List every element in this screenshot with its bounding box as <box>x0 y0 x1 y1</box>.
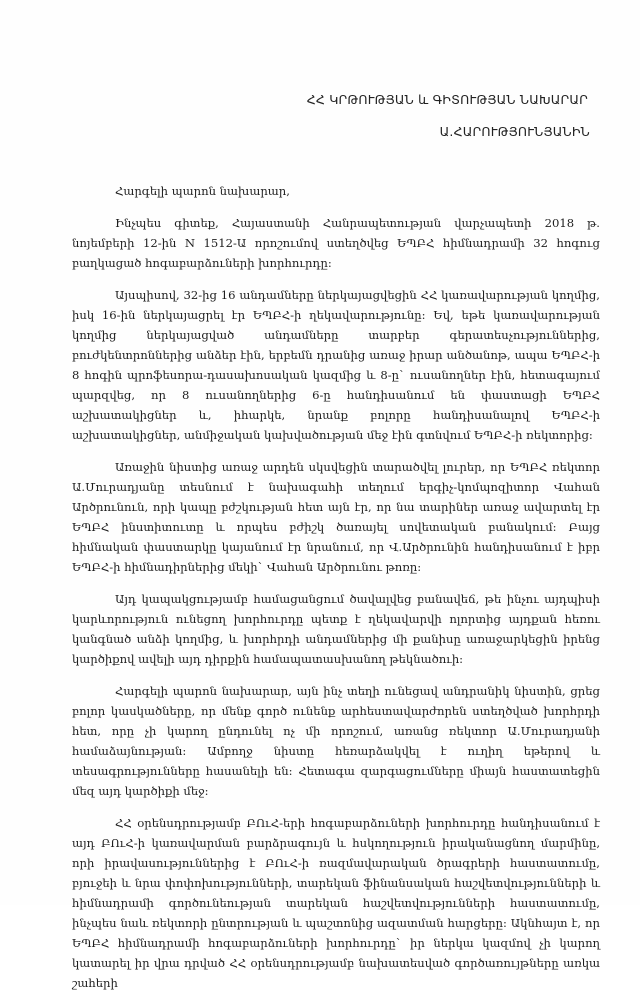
paragraph-debate: Այդ կապակցությամբ համացանցում ծավալվեց բանավեճ, թե ինչու այդպիսի կարևորություն ունեցող խորհուրդը պետք է ղեկավարվի ոլորտից այդքան հեռու կանգնած անձի կողմից, և խորհրդի անդամներից մի քանիսը առաջարկեցին իրենց կարծիքով ավելի այդ դիրքին համապատասխանող թեկնածուի: <box>72 592 600 666</box>
paragraph-decree: Ինչպես գիտեք, Հայաստանի Հանրապետության վարչապետի 2018 թ. նոյեմբերի 12-ին N 1512-Ա որոշումով ստեղծվեց ԵՊԲՀ հիմնադրամի 32 հոգուց բաղկացած հոգաբարձուների խորհուրդը: <box>72 216 600 270</box>
paragraph-composition: Այսպիսով, 32-ից 16 անդամները ներկայացվեցին ՀՀ կառավարության կողմից, իսկ 16-ին ներկայացրել էր ԵՊԲՀ-ի ղեկավարությունը: Եվ, եթե կառավարության կողմից ներկայացված անդամները տարբեր գերատեսչություններից, բուժկենտրոններից անձեր էին, երբեմն դրանից առաջ իրար անծանոթ, ապա ԵՊԲՀ-ի 8 հոգին պրոֆեսորա-դասախոսական կազմից և 8-ը` ուսանողներ էին, հետագայում պարզվեց, որ 8 ուսանողներից 6-ը հանդիսանում են փաստացի ԵՊԲՀ աշխատակիցներ և, իհարկե, նրանք բոլորը հանդիսանալով ԵՊԲՀ-ի աշխատակիցներ, անմիջական կախվածության մեջ էին գտնվում ԵՊԲՀ-ի ռեկտորից: <box>72 288 600 442</box>
letter-body <box>72 181 600 993</box>
paragraph-first-session: Հարգելի պարոն նախարար, այն ինչ տեղի ունեցավ անդրանիկ նիստին, ցրեց բոլոր կասկածները, որ մենք գործ ունենք արհեստավարժորեն ստեղծված խորհրդի հետ, որը չի կարող ընդունել ոչ մի որոշում, առանց ռեկտոր Ա.Մուրադյանի համաձայնության: Ամբողջ նիստը հեռարձակվել է ուղիղ եթերով և տեսագրությունները հասանելի են: Հետագա զարգացումները միայն հաստատեցին մեզ այդ կարծիքի մեջ: <box>72 684 600 798</box>
salutation: Հարգելի պարոն նախարար, <box>115 184 290 198</box>
paragraph-legislation: ՀՀ օրենսդրությամբ ԲՈւՀ-երի հոգաբարձուների խորհուրդը հանդիսանում է այդ ԲՈւՀ-ի կառավարման բարձրագույն և հսկողություն իրականացնող մարմինը, որի իրավասություններից է ԲՈւՀ-ի ռազմավարական ծրագրերի հաստատումը, բյուջեի և նրա փոփոխությունների, տարեկան ֆինանսական հաշվետվությունների և հիմնադրամի գործունեության տարեկան հաշվետվությունների հաստատումը, ինչպես նաև ռեկտորի ընտրության և պաշտոնից ազատման հարցերը: Ակնհայտ է, որ ԵՊԲՀ հիմնադրամի հոգաբարձուների խորհուրդը` իր ներկա կազմով չի կարող կատարել իր վրա դրված ՀՀ օրենսդրությամբ նախատեսված գործառույթները առկա շահերի <box>72 816 600 990</box>
addressee-name: Ա.ՀԱՐՈՒԹՅՈՒՆՅԱՆԻՆ <box>439 124 590 139</box>
paragraph-rumors: Առաջին նիստից առաջ արդեն սկսվեցին տարածվել լուրեր, որ ԵՊԲՀ ռեկտոր Ա.Մուրադյանը տեսնում է նախագահի տեղում երգիչ-կոմպոզիտոր Վահան Արծրունուն, որի կապը բժշկության հետ այն էր, որ նա տարիներ առաջ ավարտել էր ԵՊԲՀ ինստիտուտը և որպես բժիշկ ծառայել սովետական բանակում: Բայց հիմնական փաստարկը կայանում էր նրանում, որ Վ.Արծրունին հանդիսանում է իբր ԵՊԲՀ-ի հիմնադիրներից մեկի` Վահան Արծրունու թոռը: <box>72 460 600 574</box>
addressee-title: ՀՀ ԿՐԹՈՒԹՅԱՆ և ԳԻՏՈՒԹՅԱՆ ՆԱԽԱՐԱՐ <box>306 92 588 107</box>
